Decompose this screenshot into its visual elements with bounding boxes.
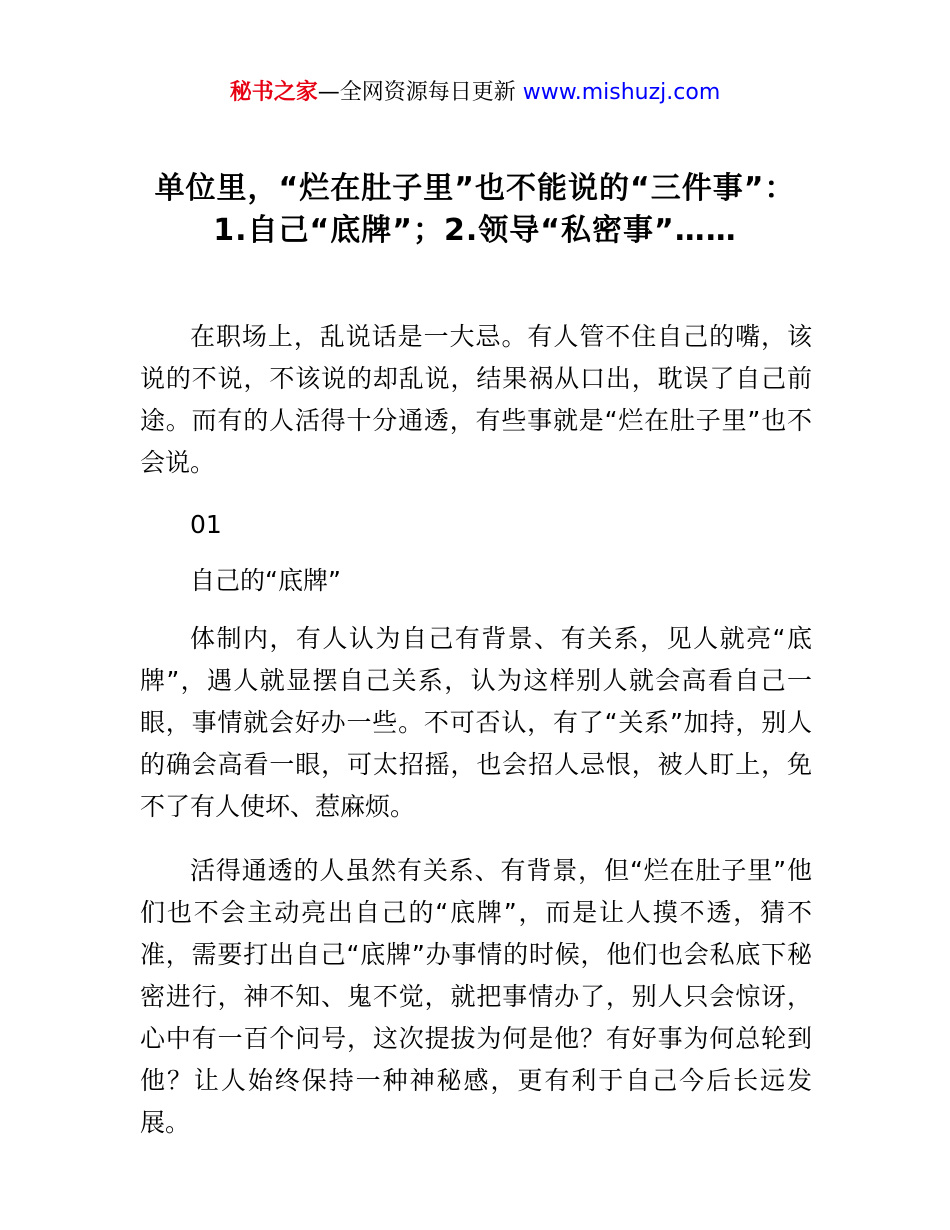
body-paragraph-2 [140,850,812,1144]
site-header [0,78,950,108]
section-heading [140,560,812,602]
paragraph-text: 在职场上，乱说话是一大忌。有人管不住自己的嘴，该说的不说，不该说的却乱说，结果祸从口出，耽误了自己前途。而有的人活得十分通透，有些事就是“烂在肚子里”也不会说。 [140,322,812,477]
body-paragraph-1 [140,618,812,828]
header-tagline: —全网资源每日更新 [317,80,523,105]
section-number [140,504,812,546]
section-number-text: 01 [190,510,222,539]
paragraph-text: 体制内，有人认为自己有背景、有关系，见人就亮“底牌”，遇人就显摆自己关系，认为这样别人就会高看自己一眼，事情就会好办一些。不可否认，有了“关系”加持，别人的确会高看一眼，可太招摇，也会招人忌恨，被人盯上，免不了有人使坏、惹麻烦。 [140,624,812,821]
intro-paragraph [140,316,812,484]
article-title: 单位里，“烂在肚子里”也不能说的“三件事”：1.自己“底牌”；2.领导“私密事”…… [154,171,796,248]
paragraph-text: 活得通透的人虽然有关系、有背景，但“烂在肚子里”他们也不会主动亮出自己的“底牌”，而是让人摸不透，猜不准，需要打出自己“底牌”办事情的时候，他们也会私底下秘密进行，神不知、鬼不觉，就把事情办了，别人只会惊讶，心中有一百个问号，这次提拔为何是他？有好事为何总轮到他？让人始终保持一种神秘感，更有利于自己今后长远发展。 [140,856,812,1137]
brand-name: 秘书之家 [229,80,318,105]
site-url-link[interactable]: www.mishuzj.com [522,80,721,105]
section-heading-text: 自己的“底牌” [190,566,341,595]
